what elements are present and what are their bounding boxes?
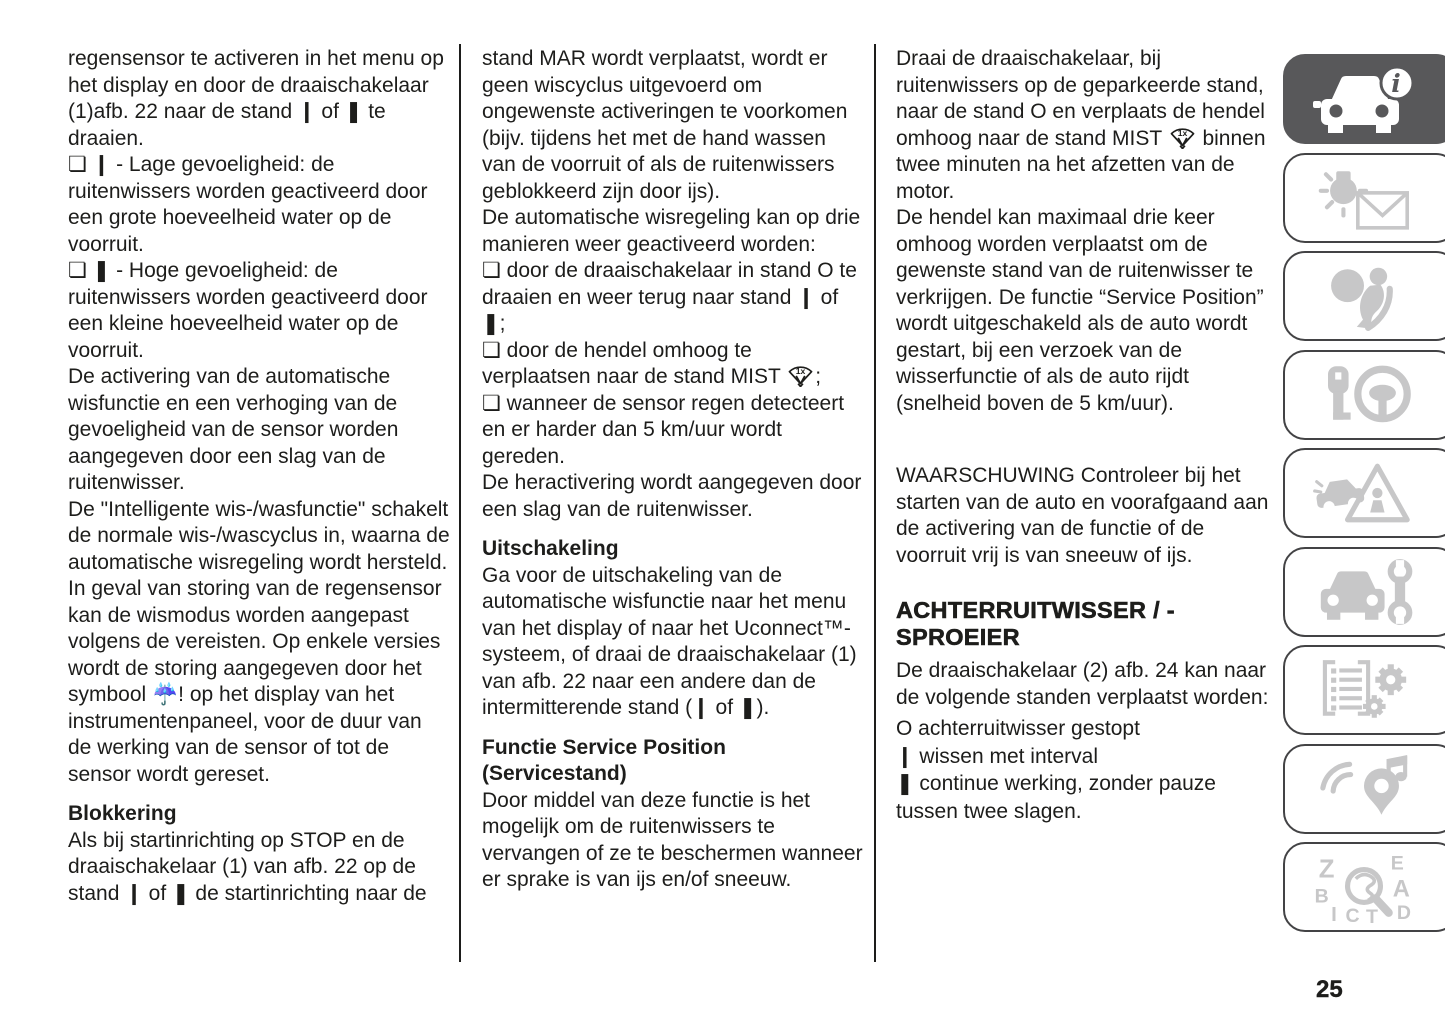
paragraph-text: op het display van het instrumentenpaneel, voor de duur van de werking van de sensor of tot de sensor wordt gereset. [68, 683, 422, 786]
paragraph: De heractivering wordt aangegeven door een slag van de ruitenwisser. [482, 471, 862, 521]
list-item [482, 338, 864, 391]
list-item-text: ; [815, 365, 822, 388]
page-number: 25 [1316, 976, 1343, 1003]
sidebar-tab-emergency[interactable] [1283, 448, 1445, 538]
paragraph: De draaischakelaar (2) afb. 24 kan naar de volgende standen verplaatst worden: [896, 659, 1269, 709]
paragraph: De "Intelligente wis-/wasfunctie" schakelt de normale wis-/wascyclus in, waarna de automatische wisregeling wordt hersteld. [68, 497, 450, 574]
airbag-person-icon [1300, 260, 1428, 332]
wiper-mist-1x-icon [786, 364, 815, 387]
svg-text:1x: 1x [1177, 127, 1187, 138]
warning-paragraph: WAARSCHUWING Controleer bij het starten van de auto en voorafgaand aan de activering van de functie of de voorruit vrij is van sneeuw of ijs. [896, 464, 1269, 567]
paragraph: De hendel kan maximaal drie keer omhoog worden verplaatst om de gewenste stand van de ruitenwisser te verkrijgen. De functie “Service Position” wordt uitgeschakeld als de auto wordt gestart, bij een verzoek van de wisserfunctie of als de auto rijdt (snelheid boven de 5 km/uur). [896, 206, 1264, 415]
sidebar-tab-maintenance[interactable] [1283, 547, 1445, 637]
paragraph-text: binnen twee minuten na het afzetten van de motor. [896, 126, 1266, 203]
paragraph: Ga voor de uitschakeling van de automatische wisfunctie naar het menu van het display of naar het Uconnect™-systeem, of draai de draaischakelaar (1) van afb. 22 naar een andere dan de intermitterende stand (❙ of ❚). [482, 563, 857, 719]
key-steering-wheel-icon [1300, 359, 1428, 431]
sidebar-tab-technical-data[interactable] [1283, 645, 1445, 735]
sidebar-tab-multimedia[interactable] [1283, 744, 1445, 834]
rain-sensor-failure-icon: ☔! [152, 683, 185, 706]
wiper-mist-1x-icon [1168, 126, 1197, 149]
letters-magnifier-icon [1300, 851, 1428, 923]
svg-text:I: I [1330, 902, 1337, 923]
svg-text:T: T [1365, 906, 1378, 923]
car-warning-triangle-icon [1300, 457, 1428, 529]
paragraph: stand MAR wordt verplaatst, wordt er geen wiscyclus uitgevoerd om ongewenste activeringen te voorkomen (bijv. tijdens het met de hand wassen van de voorruit of als de ruitenwissers geblokkeerd zijn door ijs). [482, 47, 848, 203]
sidebar-tab-vehicle-info[interactable] [1283, 54, 1445, 144]
list-item: ❙ wissen met interval [896, 744, 1098, 768]
sidebar-tab-safety[interactable] [1283, 251, 1445, 341]
section-heading-achterruitwisser: ACHTERRUITWISSER / - SPROEIER [896, 597, 1175, 650]
sidebar-tab-warning-lights[interactable] [1283, 153, 1445, 243]
paragraph: Door middel van deze functie is het mogelijk om de ruitenwissers te vervangen of ze te beschermen wanneer er sprake is van ijs en/of sneeuw. [482, 788, 863, 891]
paragraph-text: Draai de draaischakelaar, bij ruitenwissers op de geparkeerde stand, naar de stand O en verplaats de hendel omhoog naar de stand MIST [896, 47, 1265, 150]
paragraph: De activering van de automatische wisfunctie en een verhoging van de gevoeligheid van de sensor worden aangegeven door een slag van de ruitenwisser. [68, 365, 399, 494]
subheading-blokkering: Blokkering [68, 802, 177, 825]
car-info-icon [1300, 63, 1428, 135]
paragraph: Als bij startinrichting op STOP en de draaischakelaar (1) van afb. 22 op de stand ❙ of ❚ de startinrichting naar de [68, 828, 427, 905]
column-1 [68, 46, 450, 907]
list-item: ❏ door de draaischakelaar in stand O te draaien en weer terug naar stand ❙ of ❚; [482, 259, 857, 335]
car-wrench-icon [1300, 556, 1428, 628]
svg-text:C: C [1344, 904, 1360, 923]
spec-list-gears-icon [1300, 654, 1428, 726]
list-item: ❏ wanneer de sensor regen detecteert en er harder dan 5 km/uur wordt gereden. [482, 391, 845, 468]
column-divider [459, 44, 461, 962]
paragraph [896, 46, 1274, 205]
column-3 [896, 46, 1274, 825]
paragraph-text: In geval van storing van de regensensor kan de wismodus worden aangepast volgens de vereisten. Op enkele versies wordt de storing aangegeven door het symbool [68, 577, 442, 706]
list-item: ❚ continue werking, zonder pauze tussen twee slagen. [896, 772, 1216, 823]
subheading-uitschakeling: Uitschakeling [482, 537, 619, 560]
svg-text:A: A [1392, 876, 1410, 903]
chapter-tab-sidebar [1283, 54, 1445, 941]
list-item: ❏ ❙ - Lage gevoeligheid: de ruitenwissers worden geactiveerd door een grote hoeveelheid water op de voorruit. [68, 153, 428, 256]
paragraph [68, 576, 450, 788]
sidebar-tab-starting-driving[interactable] [1283, 350, 1445, 440]
svg-text:E: E [1390, 852, 1404, 875]
key-sun-envelope-icon [1300, 162, 1428, 234]
svg-text:B: B [1314, 885, 1329, 908]
list-item: ❏ ❚ - Hoge gevoeligheid: de ruitenwissers worden geactiveerd door een kleine hoeveelheid water op de voorruit. [68, 259, 428, 362]
list-item-text: ❏ door de hendel omhoog te verplaatsen naar de stand MIST [482, 338, 787, 388]
svg-text:i: i [1390, 69, 1401, 98]
list-item: O achterruitwisser gestopt [896, 717, 1140, 740]
paragraph: regensensor te activeren in het menu op het display en door de draaischakelaar (1)afb. 22 naar de stand ❙ of ❚ te draaien. [68, 47, 444, 150]
paragraph: De automatische wisregeling kan op drie manieren weer geactiveerd worden: [482, 206, 861, 256]
column-divider [874, 44, 876, 962]
wifi-note-pin-icon [1300, 753, 1428, 825]
svg-text:D: D [1396, 901, 1411, 923]
svg-text:1x: 1x [796, 366, 806, 377]
subheading-service-position: Functie Service Position (Servicestand) [482, 735, 726, 785]
column-2 [482, 46, 864, 894]
svg-text:Z: Z [1318, 855, 1334, 884]
sidebar-tab-index[interactable] [1283, 842, 1445, 932]
